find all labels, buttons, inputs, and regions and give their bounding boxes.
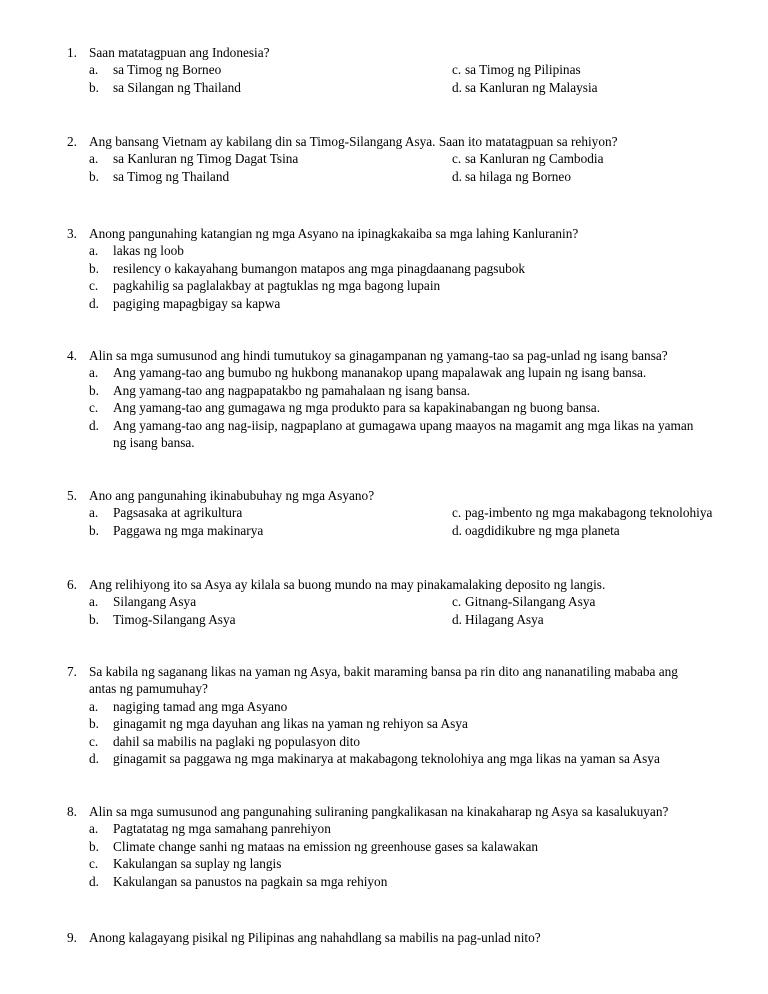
question-number: 9. — [67, 930, 77, 945]
choice-text: sa Kanluran ng Timog Dagat Tsina — [113, 151, 299, 167]
choice-letter: a. — [89, 62, 99, 78]
choice-letter: b. — [89, 382, 99, 398]
choice-letter: a. — [89, 594, 99, 610]
choice-text: Timog-Silangang Asya — [113, 611, 236, 627]
choice-text: ginagamit sa paggawa ng mga makinarya at makabagong teknolohiya ang mga likas na yaman sa Asya — [113, 751, 660, 766]
choice-text: sa Kanluran ng Malaysia — [465, 79, 598, 95]
choice-letter: c. — [452, 594, 462, 610]
choice-text: ng isang bansa. — [113, 435, 195, 450]
choice-text: sa Timog ng Pilipinas — [465, 62, 581, 78]
choice-letter: c. — [89, 400, 99, 416]
choice-letter: b. — [89, 838, 99, 854]
question-number: 6. — [67, 577, 77, 592]
question-text: Ang bansang Vietnam ay kabilang din sa Timog-Silangang Asya. Saan ito matatagpuan sa rehiyon? — [89, 134, 618, 149]
choice-letter: c. — [89, 856, 99, 872]
choice-letter: d. — [89, 417, 99, 433]
choice-letter: a. — [89, 821, 99, 837]
choice-letter: b. — [89, 716, 99, 732]
choice-letter: c. — [89, 278, 99, 294]
choice-text: Gitnang-Silangang Asya — [465, 594, 596, 610]
choice-text: pagkahilig sa paglalakbay at pagtuklas ng mga bagong lupain — [113, 278, 441, 294]
question-text: Alin sa mga sumusunod ang pangunahing suliraning pangkalikasan na kinakaharap ng Asya sa kasalukuyan? — [89, 804, 669, 819]
choice-text: oagdidikubre ng mga planeta — [465, 522, 620, 538]
choice-letter: c. — [452, 505, 462, 521]
choice-text: Kakulangan sa panustos na pagkain sa mga rehiyon — [113, 873, 388, 889]
choice-text: Ang yamang-tao ang bumubo ng hukbong mananakop upang mapalawak ang lupain ng isang bansa. — [113, 365, 647, 381]
choice-letter: a. — [89, 151, 99, 167]
question-text: Ang relihiyong ito sa Asya ay kilala sa buong mundo na may pinakamalaking deposito ng langis. — [89, 577, 606, 592]
choice-letter: c. — [452, 151, 462, 167]
choice-letter: b. — [89, 611, 99, 627]
choice-text: sa Kanluran ng Cambodia — [465, 151, 604, 167]
choice-text: dahil sa mabilis na paglaki ng populasyon dito — [113, 733, 361, 749]
choice-letter: d. — [89, 751, 99, 766]
question-text: Ano ang pangunahing ikinabubuhay ng mga Asyano? — [89, 488, 375, 503]
choice-letter: c. — [452, 62, 462, 78]
choice-letter: d. — [452, 522, 462, 538]
choice-text: Silangang Asya — [113, 594, 197, 610]
choice-letter: a. — [89, 698, 99, 714]
choice-letter: d. — [89, 295, 99, 311]
question-text: Sa kabila ng saganang likas na yaman ng Asya, bakit maraming bansa pa rin dito ang nananatiling mababa ang — [89, 664, 678, 679]
choice-text: sa hilaga ng Borneo — [465, 168, 571, 184]
choice-text: nagiging tamad ang mga Asyano — [113, 698, 288, 714]
choice-letter: c. — [89, 733, 99, 749]
choice-text: sa Silangan ng Thailand — [113, 79, 241, 95]
choice-text: Hilagang Asya — [465, 611, 544, 627]
choice-text: Paggawa ng mga makinarya — [113, 522, 264, 538]
choice-letter: a. — [89, 365, 99, 381]
choice-letter: b. — [89, 168, 99, 184]
choice-letter: a. — [89, 243, 99, 259]
choice-letter: b. — [89, 260, 99, 276]
choice-text: lakas ng loob — [113, 243, 184, 259]
choice-text: Pagsasaka at agrikultura — [113, 505, 243, 521]
choice-text: Pagtatatag ng mga samahang panrehiyon — [113, 821, 331, 837]
choice-letter: b. — [89, 522, 99, 538]
choice-text: pag-imbento ng mga makabagong teknolohiya — [465, 505, 713, 521]
question-number: 3. — [67, 226, 77, 241]
choice-text: sa Timog ng Borneo — [113, 62, 222, 78]
question-number: 5. — [67, 488, 77, 503]
choice-text: Kakulangan sa suplay ng langis — [113, 856, 282, 872]
question-text: Alin sa mga sumusunod ang hindi tumutukoy sa ginagampanan ng yamang-tao sa pag-unlad ng isang bansa? — [89, 348, 668, 363]
question-number: 8. — [67, 804, 77, 819]
question-text: Anong kalagayang pisikal ng Pilipinas ang nahahdlang sa mabilis na pag-unlad nito? — [89, 930, 541, 945]
choice-text: Ang yamang-tao ang nagpapatakbo ng pamahalaan ng isang bansa. — [113, 382, 471, 398]
choice-letter: d. — [452, 79, 462, 95]
question-number: 7. — [67, 664, 77, 679]
question-text: Saan matatagpuan ang Indonesia? — [89, 45, 270, 60]
choice-letter: a. — [89, 505, 99, 521]
choice-letter: d. — [452, 168, 462, 184]
question-text: Anong pangunahing katangian ng mga Asyano na ipinagkakaiba sa mga lahing Kanluranin? — [89, 226, 579, 241]
choice-text: Ang yamang-tao ang nag-iisip, nagpaplano at gumagawa upang maayos na magamit ang mga likas na yaman — [113, 417, 694, 433]
choice-letter: d. — [452, 611, 462, 627]
choice-text: pagiging mapagbigay sa kapwa — [113, 295, 281, 311]
question-number: 2. — [67, 134, 77, 149]
choice-text: resilency o kakayahang bumangon matapos ang mga pinagdaanang pagsubok — [113, 260, 526, 276]
question-number: 4. — [67, 348, 77, 363]
choice-text: sa Timog ng Thailand — [113, 168, 230, 184]
choice-text: ginagamit ng mga dayuhan ang likas na yaman ng rehiyon sa Asya — [113, 716, 468, 732]
choice-text: Climate change sanhi ng mataas na emission ng greenhouse gases sa kalawakan — [113, 838, 539, 854]
question-number: 1. — [67, 45, 77, 60]
question-text: antas ng pamumuhay? — [89, 681, 208, 697]
choice-letter: d. — [89, 873, 99, 889]
choice-text: Ang yamang-tao ang gumagawa ng mga produkto para sa kapakinabangan ng buong bansa. — [113, 400, 601, 416]
choice-letter: b. — [89, 79, 99, 95]
